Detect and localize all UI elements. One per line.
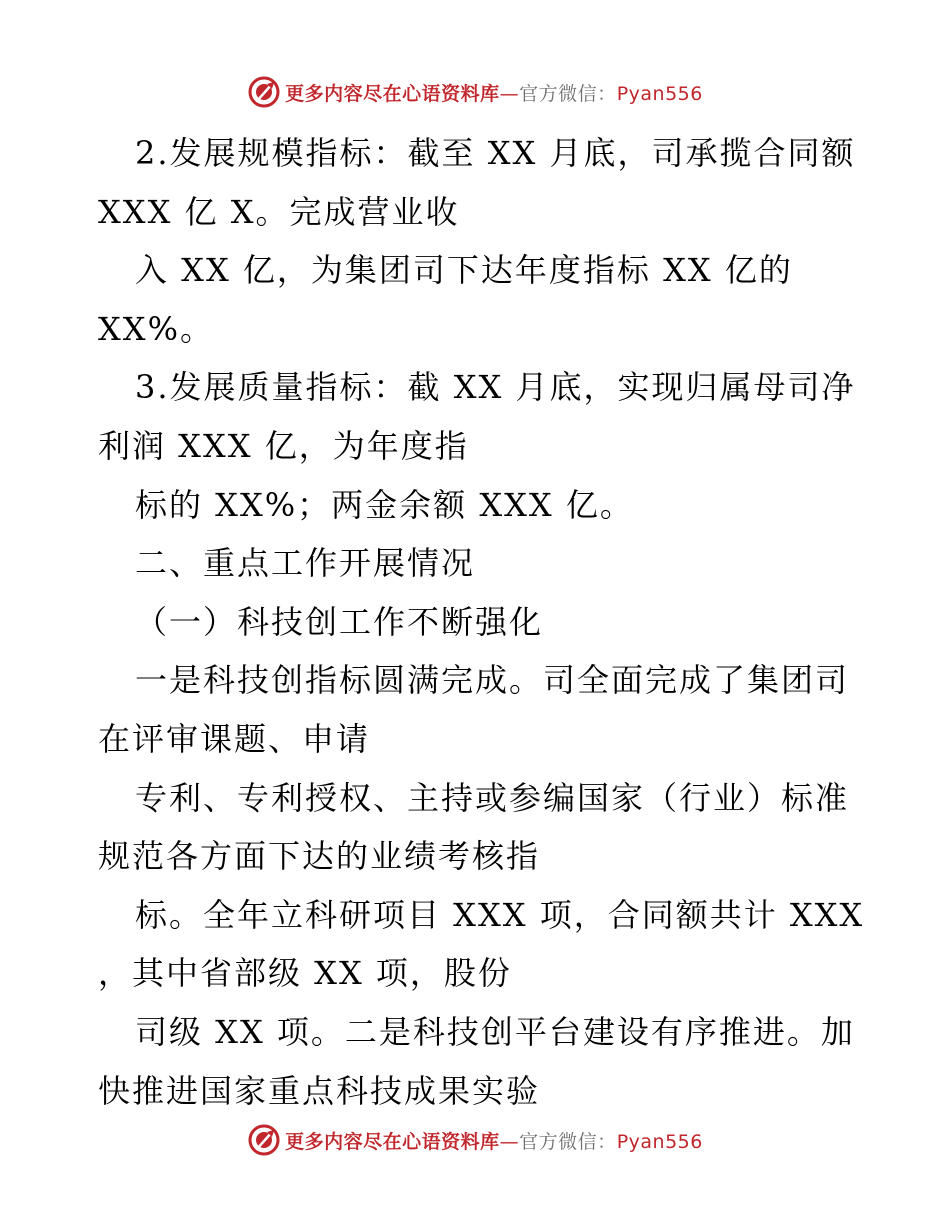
watermark-account: Pyan556 — [616, 82, 703, 105]
quill-seal-icon — [247, 75, 281, 109]
watermark-text — [285, 79, 703, 106]
text-line: ，其中省部级 XX 项，股份 — [98, 954, 512, 993]
watermark-official: 官方微信： — [519, 82, 617, 105]
text-line: 在评审课题、申请 — [98, 719, 371, 758]
document-body — [98, 124, 865, 1120]
text-line: 二、重点工作开展情况 — [135, 544, 476, 583]
text-line: XX%。 — [98, 309, 214, 348]
footer-watermark — [0, 1120, 950, 1160]
text-line: 标的 XX%；两金余额 XXX 亿。 — [135, 485, 634, 524]
text-line: 利润 XXX 亿，为年度指 — [98, 426, 469, 465]
watermark-separator: — — [499, 1130, 520, 1153]
text-line: 司级 XX 项。二是科技创平台建设有序推进。加 — [135, 1012, 855, 1051]
watermark-brand: 更多内容尽在心语资料库 — [285, 1130, 500, 1153]
watermark-text — [285, 1127, 703, 1154]
watermark-brand: 更多内容尽在心语资料库 — [285, 82, 500, 105]
quill-seal-icon — [247, 1123, 281, 1157]
text-line: 标。全年立科研项目 XXX 项，合同额共计 XXX — [135, 895, 865, 934]
text-line: 2.发展规模指标：截至 XX 月底，司承揽合同额 — [135, 134, 856, 172]
text-line: （一）科技创工作不断强化 — [135, 602, 544, 641]
text-line: 快推进国家重点科技成果实验 — [98, 1071, 541, 1110]
header-watermark — [0, 72, 950, 112]
text-line: XXX 亿 X。完成营业收 — [98, 192, 460, 231]
watermark-official: 官方微信： — [519, 1130, 617, 1153]
text-line: 一是科技创指标圆满完成。司全面完成了集团司 — [135, 661, 850, 700]
text-line: 3.发展质量指标：截 XX 月底，实现归属母司净 — [135, 368, 856, 407]
text-line: 专利、专利授权、主持或参编国家（行业）标准 — [135, 778, 850, 817]
watermark-separator: — — [499, 82, 520, 105]
text-line: 入 XX 亿，为集团司下达年度指标 XX 亿的 — [135, 251, 793, 290]
watermark-account: Pyan556 — [616, 1130, 703, 1153]
text-line: 规范各方面下达的业绩考核指 — [98, 837, 541, 876]
